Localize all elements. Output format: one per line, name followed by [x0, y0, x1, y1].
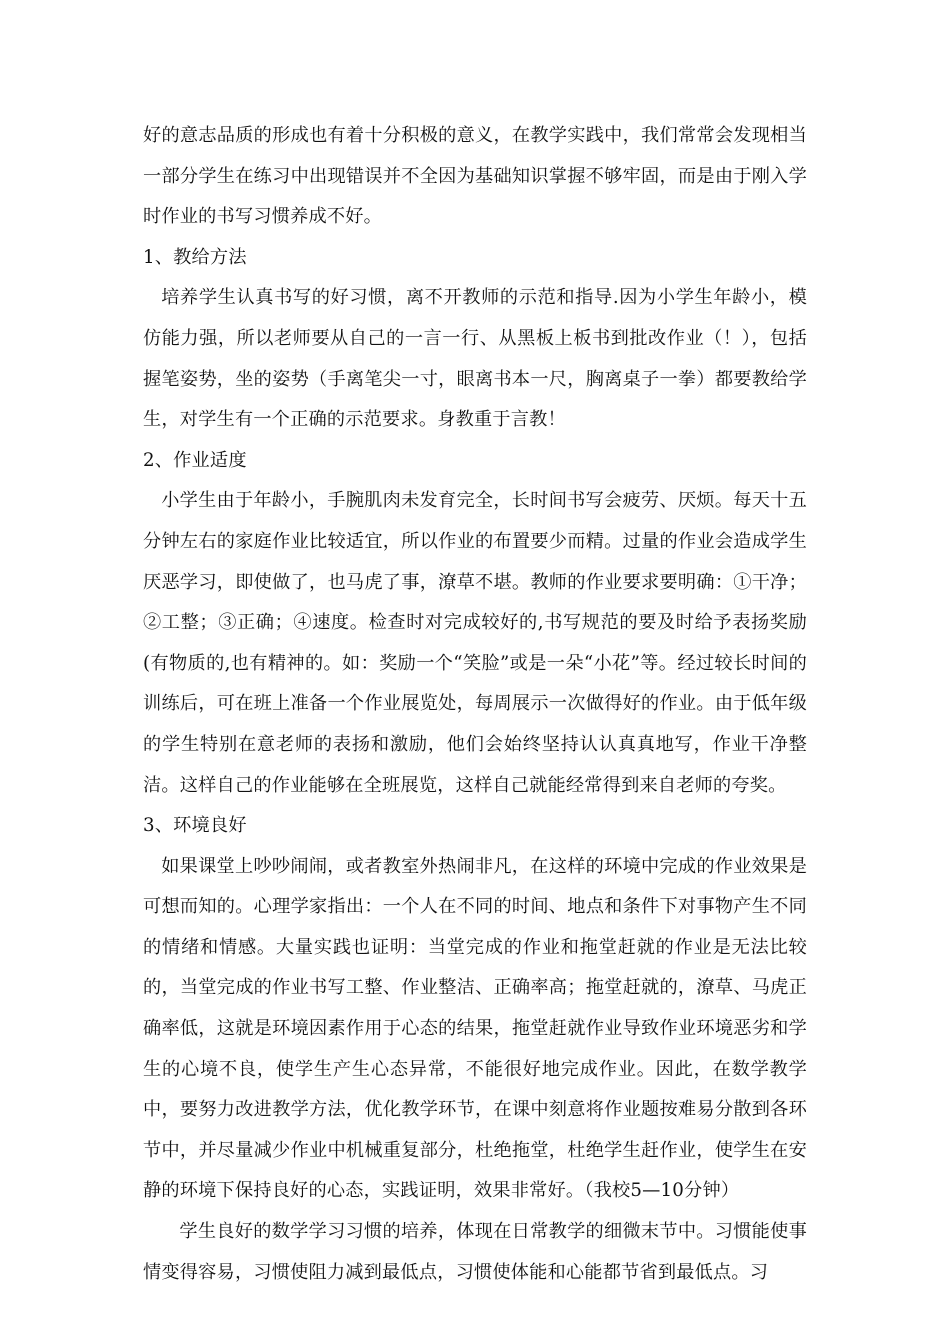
paragraph-teaching-method: 培养学生认真书写的好习惯，离不开教师的示范和指导.因为小学生年龄小，模仿能力强，所以老师要从自己的一言一行、从黑板上板书到批改作业（！），包括握笔姿势，坐的姿势（手离笔尖一寸，眼离书本一尺，胸离桌子一拳）都要教给学生，对学生有一个正确的示范要求。身教重于言教！: [143, 287, 807, 431]
section-heading-2: 2、作业适度: [143, 449, 247, 471]
section-heading-1: 1、教给方法: [143, 246, 247, 268]
paragraph-intro-continued: 好的意志品质的形成也有着十分积极的意义，在教学实践中，我们常常会发现相当一部分学生在练习中出现错误并不全因为基础知识掌握不够牢固，而是由于刚入学时作业的书写习惯养成不好。: [143, 125, 807, 228]
paragraph-habits: 学生良好的数学学习习惯的培养，体现在日常教学的细微末节中。习惯能使事情变得容易，习惯使阻力减到最低点，习惯使体能和心能都节省到最低点。习: [143, 1221, 807, 1283]
section-heading-3: 3、环境良好: [143, 815, 247, 837]
paragraph-homework-amount: 小学生由于年龄小，手腕肌肉未发育完全，长时间书写会疲劳、厌烦。每天十五分钟左右的家庭作业比较适宜，所以作业的布置要少而精。过量的作业会造成学生厌恶学习，即使做了，也马虎了事，潦草不堪。教师的作业要求要明确：①干净；②工整；③正确；④速度。检查时对完成较好的,书写规范的要及时给予表扬奖励(有物质的,也有精神的。如：奖励一个“笑脸”或是一朵“小花”等。经过较长时间的训练后，可在班上准备一个作业展览处，每周展示一次做得好的作业。由于低年级的学生特别在意老师的表扬和激励，他们会始终坚持认认真真地写，作业干净整洁。这样自己的作业能够在全班展览，这样自己就能经常得到来自老师的夸奖。: [143, 490, 807, 796]
paragraph-environment: 如果课堂上吵吵闹闹，或者教室外热闹非凡，在这样的环境中完成的作业效果是可想而知的。心理学家指出：一个人在不同的时间、地点和条件下对事物产生不同的情绪和情感。大量实践也证明：当堂完成的作业和拖堂赶就的作业是无法比较的，当堂完成的作业书写工整、作业整洁、正确率高；拖堂赶就的，潦草、马虎正确率低，这就是环境因素作用于心态的结果，拖堂赶就作业导致作业环境恶劣和学生的心境不良，使学生产生心态异常，不能很好地完成作业。因此，在数学教学中，要努力改进教学方法，优化教学环节，在课中刻意将作业题按难易分散到各环节中，并尽量减少作业中机械重复部分，杜绝拖堂，杜绝学生赶作业，使学生在安静的环境下保持良好的心态，实践证明，效果非常好。（我校5—10分钟）: [143, 855, 807, 1202]
body-text: [143, 116, 807, 1293]
